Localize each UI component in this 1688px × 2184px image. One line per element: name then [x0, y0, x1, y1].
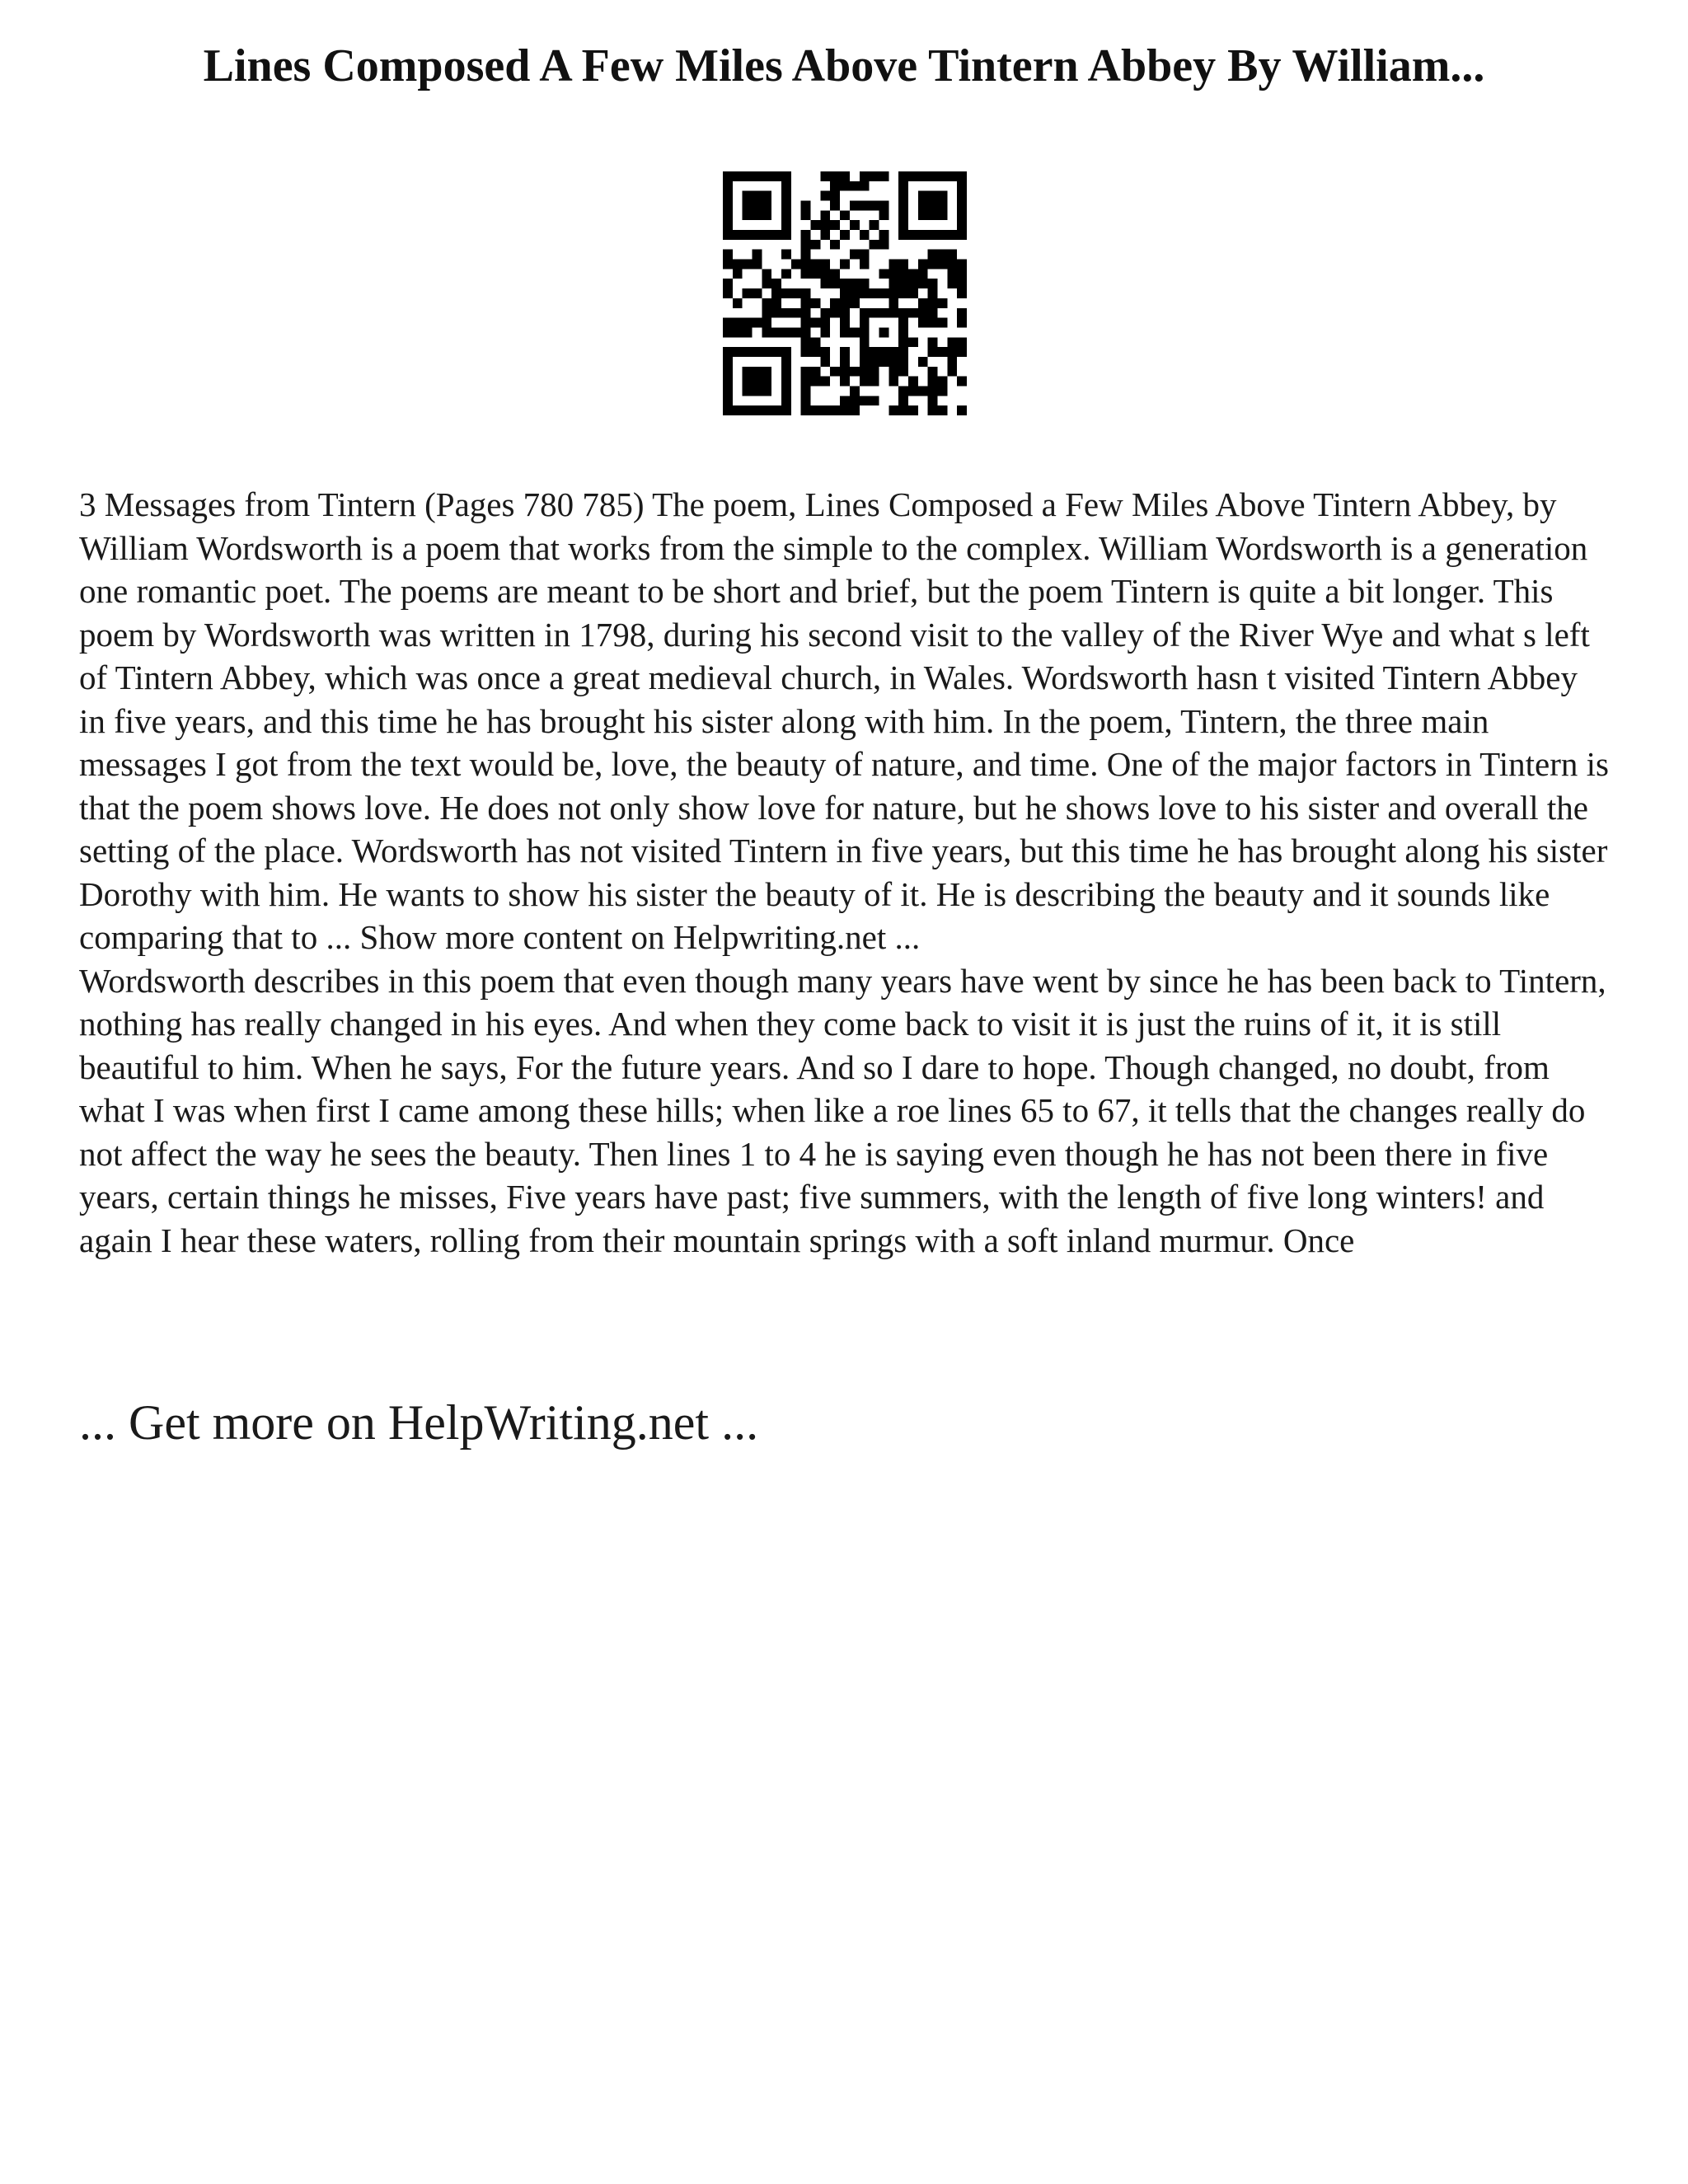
article-paragraph: Wordsworth describes in this poem that even though many years have went by since he has been back to Tintern, nothing has really changed in his eyes. And when they come back to visit it is just the ruins of it, it is still beautiful to him. When he says, For the future years. And so I dare to hope. Though changed, no doubt, from what I was when first I came among these hills; when like a roe lines 65 to 67, it tells that the changes really do not affect the way he sees the beauty. Then lines 1 to 4 he is saying even though he has not been there in five years, certain things he misses, Five years have past; five summers, with the length of five long winters! and again I hear these waters, rolling from their mountain springs with a soft inland murmur. Once — [79, 961, 1606, 1259]
get-more-link[interactable]: ... Get more on HelpWriting.net ... — [79, 1395, 759, 1450]
qr-code-icon[interactable] — [723, 171, 967, 415]
document-title: Lines Composed A Few Miles Above Tintern Abbey By William... — [203, 40, 1485, 91]
article-paragraph: 3 Messages from Tintern (Pages 780 785) The poem, Lines Composed a Few Miles Above Tintern Abbey, by William Wordsworth is a poem that works from the simple to the complex. William Wordsworth is a generation one romantic poet. The poems are meant to be short and brief, but the poem Tintern is quite a bit longer. This poem by Wordsworth was written in 1798, during his second visit to the valley of the River Wye and what s left of Tintern Abbey, which was once a great medieval church, in Wales. Wordsworth hasn t visited Tintern Abbey in five years, and this time he has brought his sister along with him. In the poem, Tintern, the three main messages I got from the text would be, love, the beauty of nature, and time. One of the major factors in Tintern is that the poem shows love. He does not only show love for nature, but he shows love to his sister and overall the setting of the place. Wordsworth has not visited Tintern in five years, but this time he has brought along his sister Dorothy with him. He wants to show his sister the beauty of it. He is describing the beauty and it sounds like comparing that to ... Show more content on Helpwriting.net ... — [79, 485, 1609, 956]
article-body — [79, 483, 1612, 1262]
